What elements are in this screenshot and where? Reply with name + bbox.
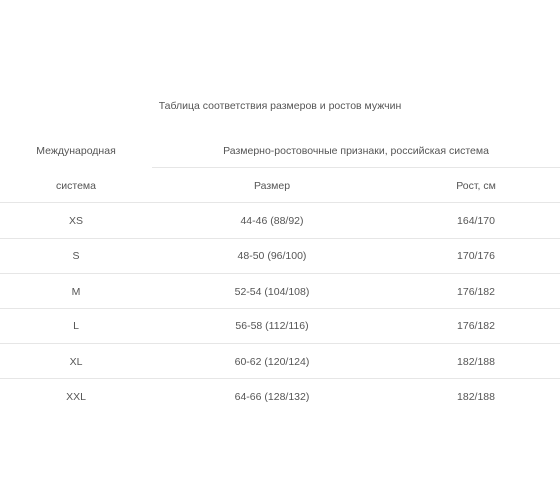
row-divider (0, 273, 560, 274)
cell-size: 48-50 (96/100) (237, 250, 307, 262)
cell-intl: L (73, 320, 79, 332)
cell-intl: M (71, 286, 81, 298)
row-divider (0, 343, 560, 344)
cell-intl: XS (68, 215, 83, 227)
cell-height: 176/182 (457, 320, 495, 332)
cell-size: 52-54 (104/108) (234, 286, 310, 298)
header-international-line2: система (56, 180, 96, 192)
cell-intl: XXL (66, 391, 86, 403)
cell-intl: S (72, 250, 80, 262)
cell-size: 64-66 (128/132) (234, 391, 310, 403)
cell-intl: XL (69, 356, 83, 368)
header-group: Размерно-ростовочные признаки, российская система (223, 145, 489, 157)
cell-height: 164/170 (457, 215, 495, 227)
cell-size: 60-62 (120/124) (234, 356, 310, 368)
cell-height: 170/176 (457, 250, 495, 262)
header-international-line1: Международная (36, 145, 116, 157)
row-divider (0, 308, 560, 309)
cell-height: 182/188 (457, 356, 495, 368)
header-size: Размер (253, 180, 291, 192)
cell-height: 182/188 (457, 391, 495, 403)
table-caption: Таблица соответствия размеров и ростов мужчин (158, 100, 402, 112)
header-height: Рост, см (456, 180, 496, 192)
row-divider (0, 378, 560, 379)
header-divider (0, 202, 560, 203)
cell-height: 176/182 (457, 286, 495, 298)
row-divider (0, 238, 560, 239)
header-group-divider (152, 167, 560, 168)
cell-size: 56-58 (112/116) (235, 320, 309, 332)
cell-size: 44-46 (88/92) (240, 215, 304, 227)
